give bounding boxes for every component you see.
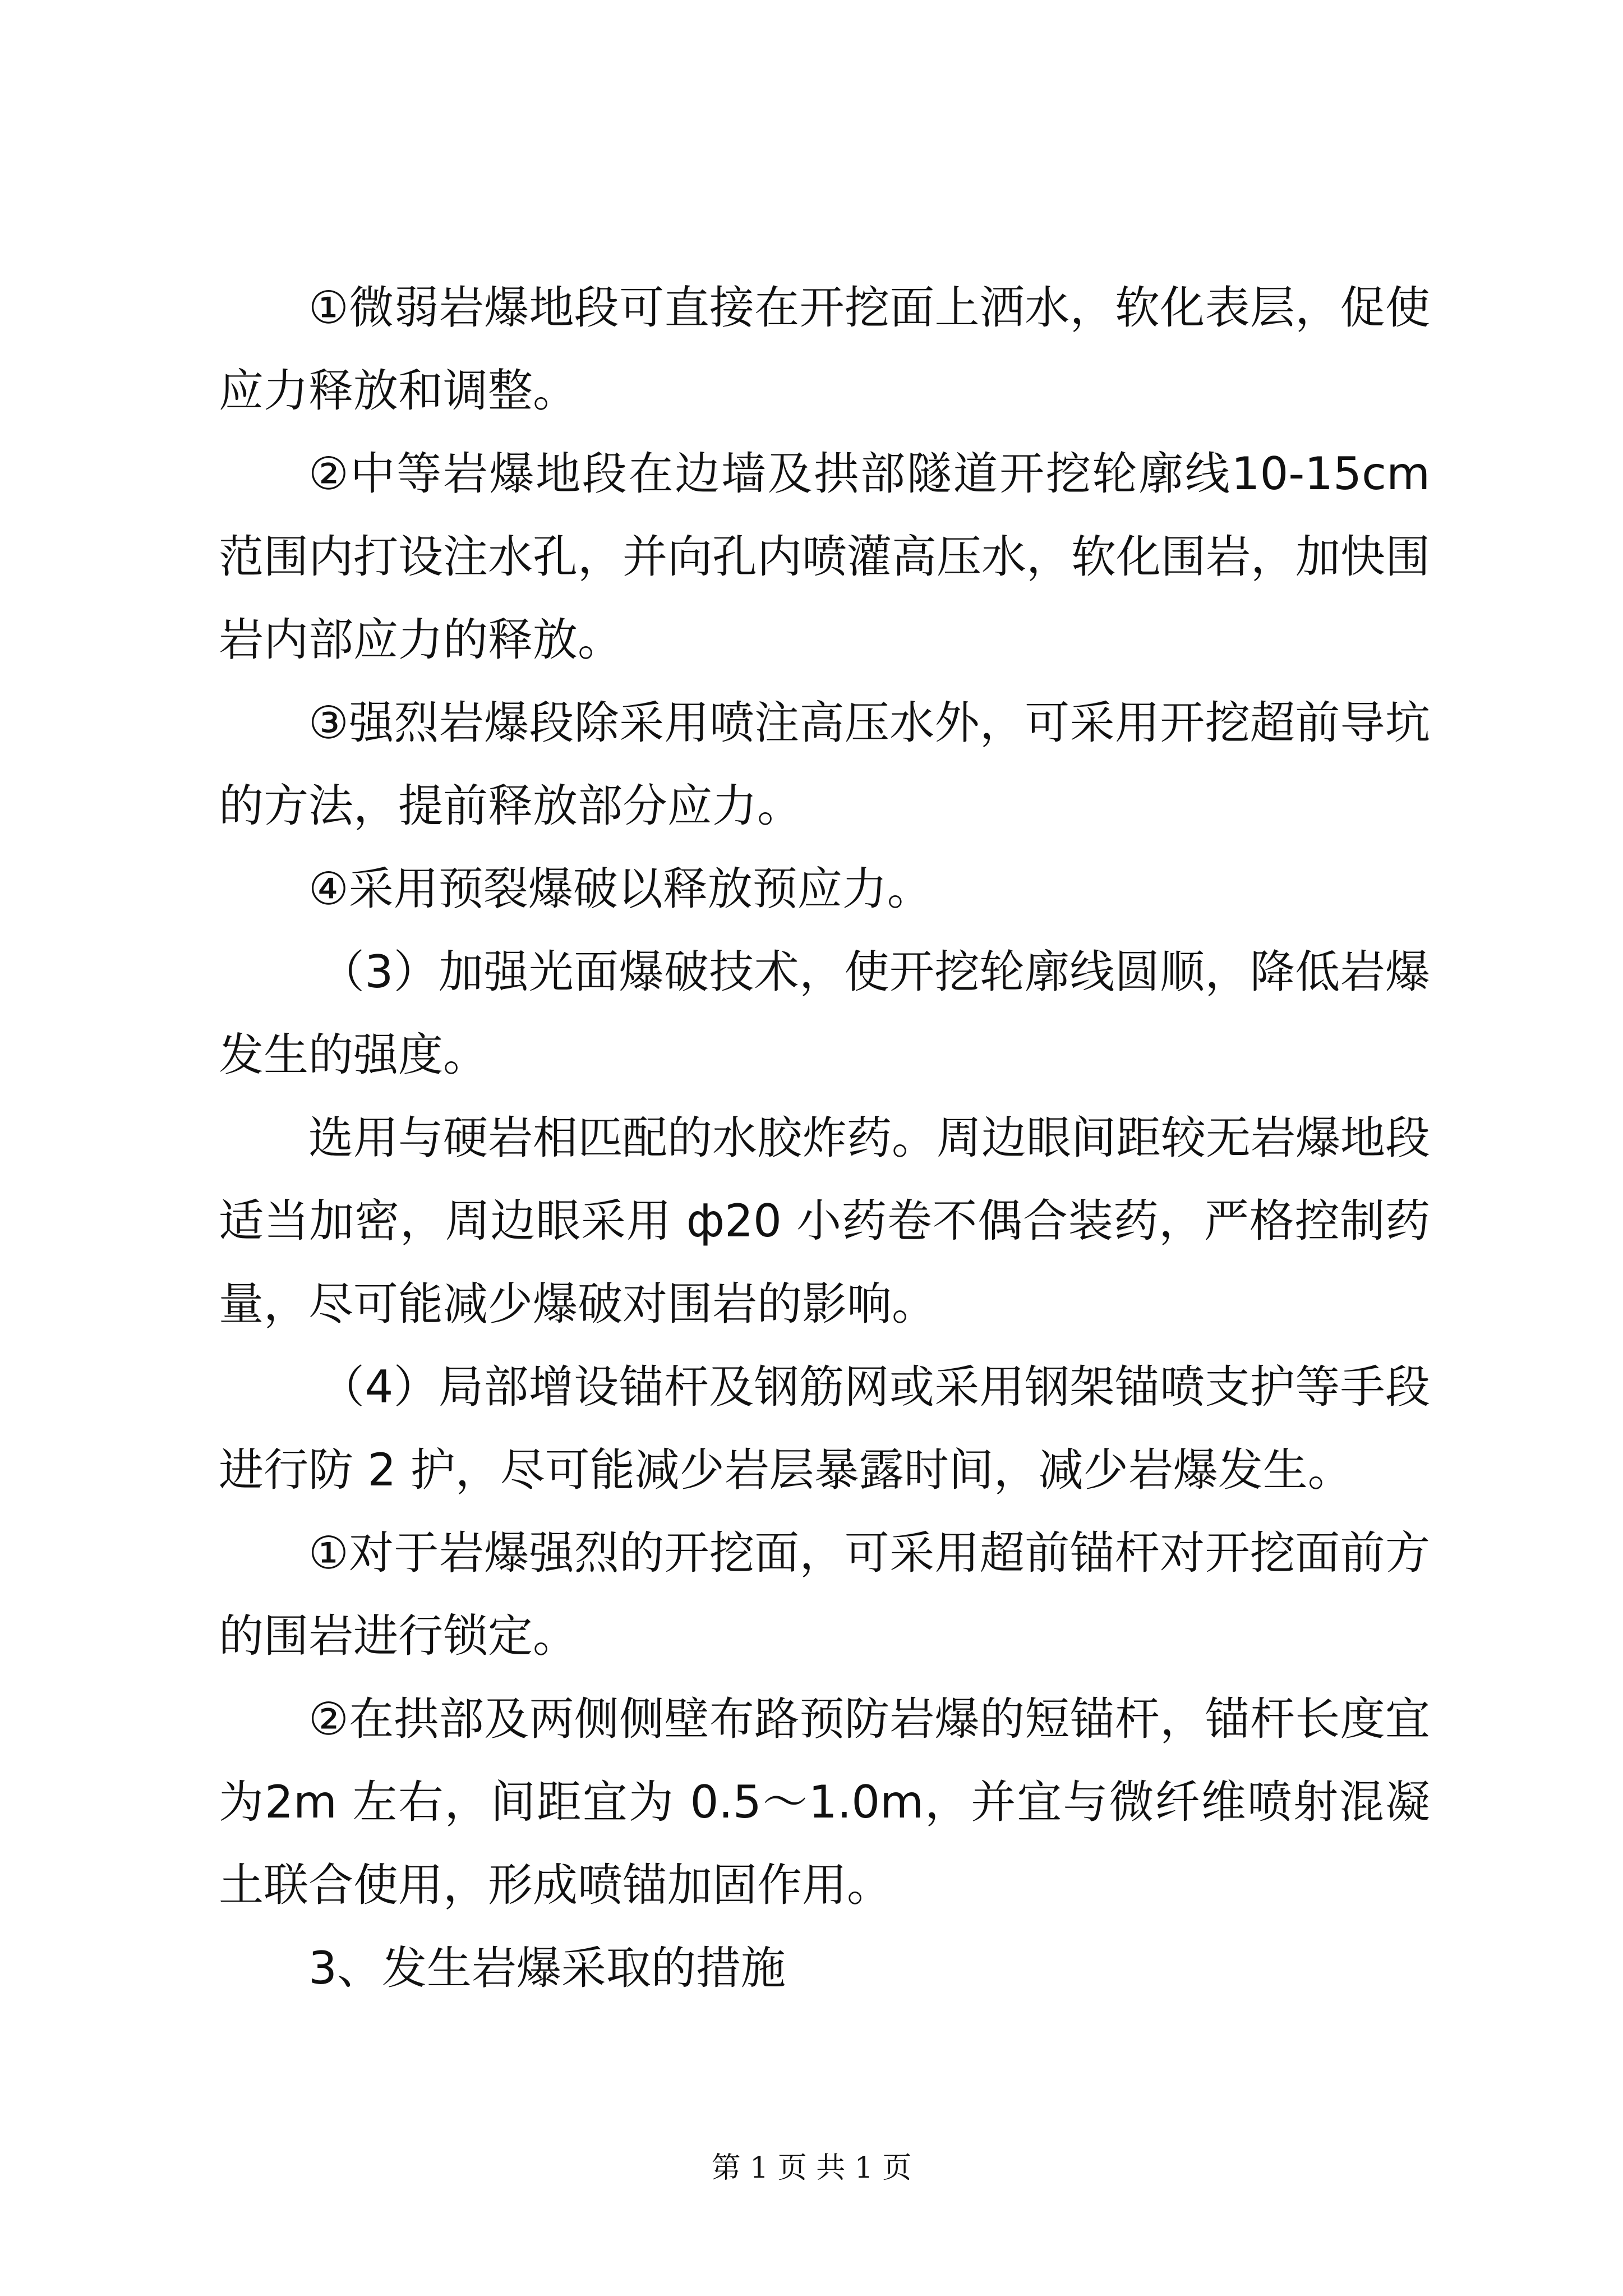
document-body <box>219 266 1430 2010</box>
page-footer: 第 1 页 共 1 页 <box>711 2151 912 2185</box>
paragraph-explosive-selection: 选用与硬岩相匹配的水胶炸药。周边眼间距较无岩爆地段适当加密，周边眼采用 ф20 小药卷不偶合装药，严格控制药量，尽可能减少爆破对围岩的影响。 <box>219 1112 1430 1330</box>
section-heading-rockburst-measures: 3、发生岩爆采取的措施 <box>308 1942 786 1994</box>
paragraph-presplit-blasting: ④采用预裂爆破以释放预应力。 <box>308 863 932 915</box>
paragraph-bolts-mesh-support: （4）局部增设锚杆及钢筋网或采用钢架锚喷支护等手段进行防 2 护，尽可能减少岩层暴露时间，减少岩爆发生。 <box>219 1361 1430 1496</box>
paragraph-smooth-blasting: （3）加强光面爆破技术，使开挖轮廓线圆顺，降低岩爆发生的强度。 <box>219 946 1430 1081</box>
paragraph-pilot-tunnel-strong: ③强烈岩爆段除采用喷注高压水外，可采用开挖超前导坑的方法，提前释放部分应力。 <box>219 697 1430 832</box>
paragraph-short-bolts: ②在拱部及两侧侧壁布路预防岩爆的短锚杆，锚杆长度宜为2m 左右，间距宜为 0.5～1.0m，并宜与微纤维喷射混凝土联合使用，形成喷锚加固作用。 <box>219 1693 1430 1911</box>
paragraph-spray-water-weak: ①微弱岩爆地段可直接在开挖面上洒水，软化表层，促使应力释放和调整。 <box>219 282 1430 417</box>
paragraph-injection-holes-medium: ②中等岩爆地段在边墙及拱部隧道开挖轮廓线10-15cm范围内打设注水孔，并向孔内喷灌高压水，软化围岩，加快围岩内部应力的释放。 <box>219 448 1430 666</box>
paragraph-advance-bolts: ①对于岩爆强烈的开挖面，可采用超前锚杆对开挖面前方的围岩进行锁定。 <box>219 1527 1430 1662</box>
